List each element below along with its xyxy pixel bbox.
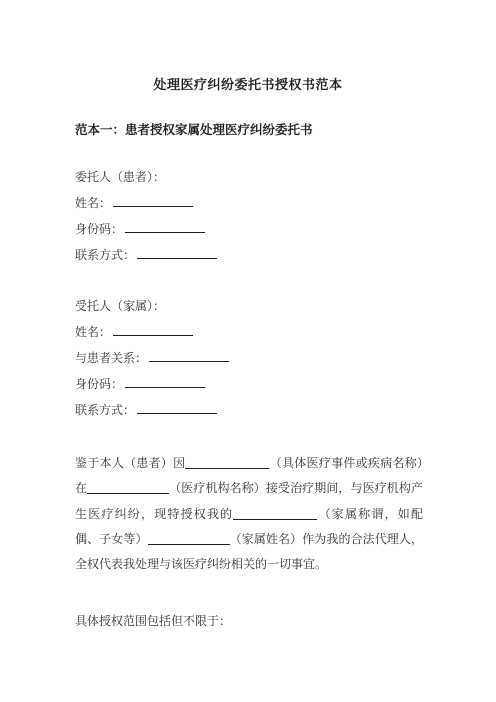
agent-name-line: [75, 323, 193, 340]
relation-title-blank: [233, 506, 317, 520]
principal-heading: 委托人（患者）：: [75, 170, 166, 184]
principal-name-blank: [113, 194, 193, 207]
agent-id-blank: [125, 375, 205, 388]
principal-id-blank: [125, 220, 205, 233]
agent-id-label: 身份码：: [75, 377, 124, 391]
agent-contact-line: [75, 401, 217, 418]
family-name-blank: [148, 531, 230, 545]
event-blank: [185, 455, 269, 469]
principal-contact-line: [75, 246, 217, 263]
document-title: 处理医疗纠纷委托书授权书范本: [153, 78, 343, 93]
scope-intro: 具体授权范围包括但不限于：: [75, 614, 232, 628]
institution-blank: [87, 480, 169, 494]
principal-name-line: [75, 194, 193, 211]
principal-name-label: 姓名：: [75, 196, 112, 210]
para-text-c: （医疗机构名称）接受治疗期间，与医疗机构产生医疗纠纷，现特授权我的: [75, 481, 423, 521]
agent-relation-blank: [149, 349, 229, 362]
agent-contact-blank: [137, 401, 217, 414]
agent-name-label: 姓名：: [75, 325, 112, 339]
principal-contact-label: 联系方式：: [75, 248, 136, 262]
para-text-e: （家属姓名）作为我的合法代理人，全权代表我处理与该医疗纠纷相关的一切事宜。: [75, 531, 423, 572]
authorization-paragraph: [75, 451, 423, 577]
principal-id-line: [75, 220, 205, 237]
principal-id-label: 身份码：: [75, 222, 124, 236]
agent-relation-line: [75, 349, 229, 366]
template-one-heading: 范本一：患者授权家属处理医疗纠纷委托书: [75, 122, 313, 137]
principal-contact-blank: [137, 246, 217, 259]
agent-name-blank: [113, 323, 193, 336]
para-text-a: 鉴于本人（患者）因: [75, 456, 186, 470]
agent-relation-label: 与患者关系：: [75, 351, 148, 365]
para-text-d: （家属称谓，如配偶、子女等）: [75, 506, 423, 546]
agent-contact-label: 联系方式：: [75, 403, 136, 417]
agent-id-line: [75, 375, 205, 392]
agent-heading: 受托人（家属）：: [75, 299, 166, 313]
para-text-b: （具体医疗事件或疾病名称）在: [75, 456, 423, 496]
